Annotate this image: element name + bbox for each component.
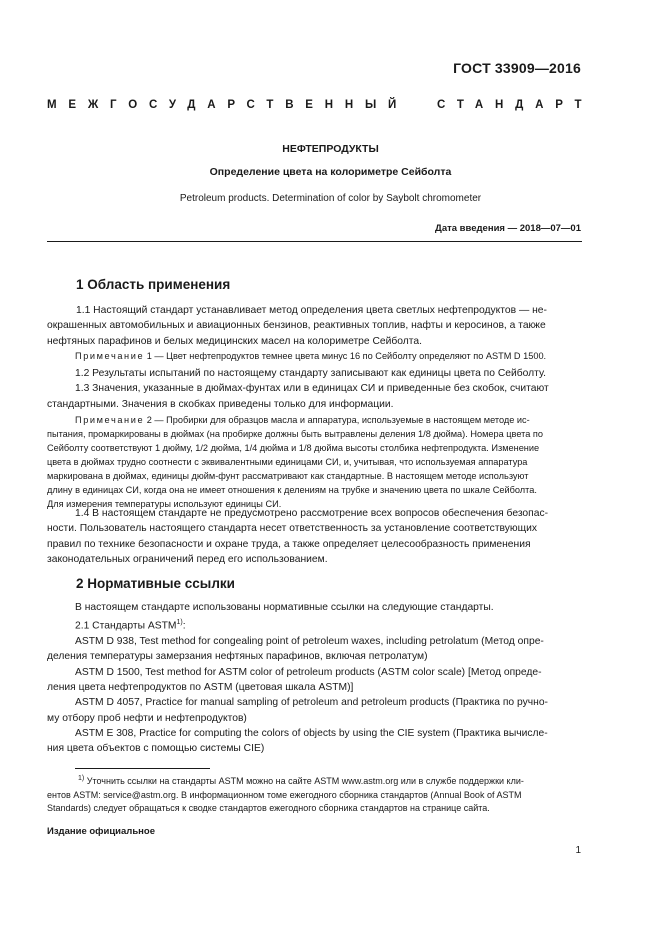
footnote-line: ентов ASTM: service@astm.org. В информационном томе ежегодного сборника стандартов (Annual Book of ASTM bbox=[47, 789, 522, 800]
footnote-divider bbox=[75, 768, 210, 769]
standard-label: СТАНДАРТ bbox=[437, 99, 594, 111]
text-line: 1.4 В настоящем стандарте не предусмотрено рассмотрение всех вопросов обеспечения безопас- bbox=[75, 508, 549, 519]
document-title: НЕФТЕПРОДУКТЫ bbox=[282, 143, 379, 155]
reference-line: ASTM E 308, Practice for computing the colors of objects by using the CIE system (Практика вычисле- bbox=[75, 727, 548, 739]
subsection-label: 2.1 Стандарты ASTM bbox=[75, 620, 177, 632]
interstate-label: МЕЖГОСУДАРСТВЕННЫЙ bbox=[47, 99, 409, 111]
paragraph-1-1 bbox=[47, 303, 582, 349]
section-1-heading: 1 Область применения bbox=[76, 277, 231, 292]
text-line: законодательных ограничений перед его использованием. bbox=[47, 553, 328, 565]
note-line: Сейболту соответствуют 1 дюйму, 1/2 дюйма, 1/4 дюйма и 1/8 дюйма высоты столбика нефтепродукта. Изменение bbox=[47, 443, 540, 453]
footnote-line: Standards) следует обращаться к сводке стандартов ежегодного сборника стандартов на странице сайта. bbox=[47, 803, 490, 813]
page-number: 1 bbox=[575, 845, 581, 856]
reference-line: ASTM D 4057, Practice for manual sampling of petroleum and petroleum products (Практика по ручно- bbox=[75, 697, 548, 709]
paragraph-1-4 bbox=[47, 506, 582, 567]
note-text: 1 — Цвет нефтепродуктов темнее цвета минус 16 по Сейболту определяют по ASTM D 1500. bbox=[144, 351, 547, 361]
divider bbox=[47, 241, 582, 242]
note-line: длину в единицах СИ, когда она не имеет отношения к делениям на трубке и значению цвета по шкале Сейболта. bbox=[47, 485, 537, 495]
reference-line: деления температуры замерзания нефтяных парафинов, включая петролатум) bbox=[47, 651, 428, 663]
text-line: В настоящем стандарте использованы нормативные ссылки на следующие стандарты. bbox=[75, 602, 494, 613]
reference-line: ления цвета нефтепродуктов по ASTM (цветовая шкала ASTM)] bbox=[47, 681, 354, 693]
reference-line: му отбору проб нефти и нефтепродуктов) bbox=[47, 712, 247, 724]
text-line: нефтяных парафинов и белых медицинских масел на колориметре Сейболта. bbox=[47, 335, 422, 347]
footnote-ref: 1) bbox=[176, 619, 183, 627]
note-label: Примечание bbox=[75, 351, 145, 361]
note-2 bbox=[47, 413, 582, 511]
date-of-introduction: Дата введения — 2018—07—01 bbox=[435, 223, 581, 234]
paragraphs-1-2-1-3 bbox=[47, 366, 582, 412]
note-line: пытания, промаркированы в дюймах (на пробирке должны быть вытравлены деления 1/8 дюйма). Номера цвета по bbox=[47, 429, 543, 439]
colon: : bbox=[182, 620, 186, 632]
note-line: маркирована в дюймах, единицы дюйм-фунт рассматривают как стандартные. В настоящем методе используют bbox=[47, 471, 529, 481]
official-edition-label: Издание официальное bbox=[47, 826, 155, 837]
note-line: Для измерения температуры используют единицы СИ. bbox=[47, 499, 282, 509]
astm-subsection bbox=[75, 615, 582, 634]
text-line: правил по технике безопасности и охране труда, а также определяет целесообразность применения bbox=[47, 538, 531, 550]
note-1 bbox=[75, 349, 582, 363]
text-line: 1.1 Настоящий стандарт устанавливает метод определения цвета светлых нефтепродуктов — не- bbox=[76, 305, 547, 316]
text-line: 1.2 Результаты испытаний по настоящему стандарту записывают как единицы цвета по Сейболту. bbox=[75, 368, 546, 379]
reference-line: ASTM D 938, Test method for congealing point of petroleum waxes, including petrolatum (Метод опре- bbox=[75, 636, 544, 648]
text-line: стандартными. Значения в скобках приведены только для информации. bbox=[47, 398, 394, 410]
section-2-heading: 2 Нормативные ссылки bbox=[76, 576, 235, 591]
text-line: 1.3 Значения, указанные в дюймах-фунтах или в единицах СИ и приведенные без скобок, считают bbox=[75, 383, 549, 395]
section-2-body bbox=[47, 600, 582, 756]
document-subtitle: Определение цвета на колориметре Сейболта bbox=[209, 166, 452, 178]
text-line: ности. Пользователь настоящего стандарта несет ответственность за установление соответствующих bbox=[47, 523, 538, 535]
note-text: 2 — Пробирки для образцов масла и аппаратура, используемые в настоящем методе ис- bbox=[144, 415, 530, 425]
footnote-mark: 1) bbox=[78, 775, 85, 782]
reference-line: ния цвета объектов с помощью системы CIE) bbox=[47, 743, 265, 755]
footnote bbox=[47, 772, 582, 816]
text-line: окрашенных автомобильных и авиационных бензинов, реактивных топлив, нафты и керосинов, а также bbox=[47, 320, 546, 332]
english-title: Petroleum products. Determination of color by Saybolt chromometer bbox=[179, 193, 482, 204]
reference-line: ASTM D 1500, Test method for ASTM color of petroleum products (ASTM color scale) [Метод опреде- bbox=[75, 666, 542, 678]
note-label: Примечание bbox=[75, 415, 145, 425]
note-line: цвета в дюймах трудно соотнести с эквивалентными единицами СИ, и, учитывая, что используемая аппаратура bbox=[47, 457, 528, 467]
gost-number: ГОСТ 33909—2016 bbox=[453, 60, 581, 76]
footnote-text: Уточнить ссылки на стандарты ASTM можно на сайте ASTM www.astm.org или в службе поддержки кли- bbox=[84, 776, 524, 786]
